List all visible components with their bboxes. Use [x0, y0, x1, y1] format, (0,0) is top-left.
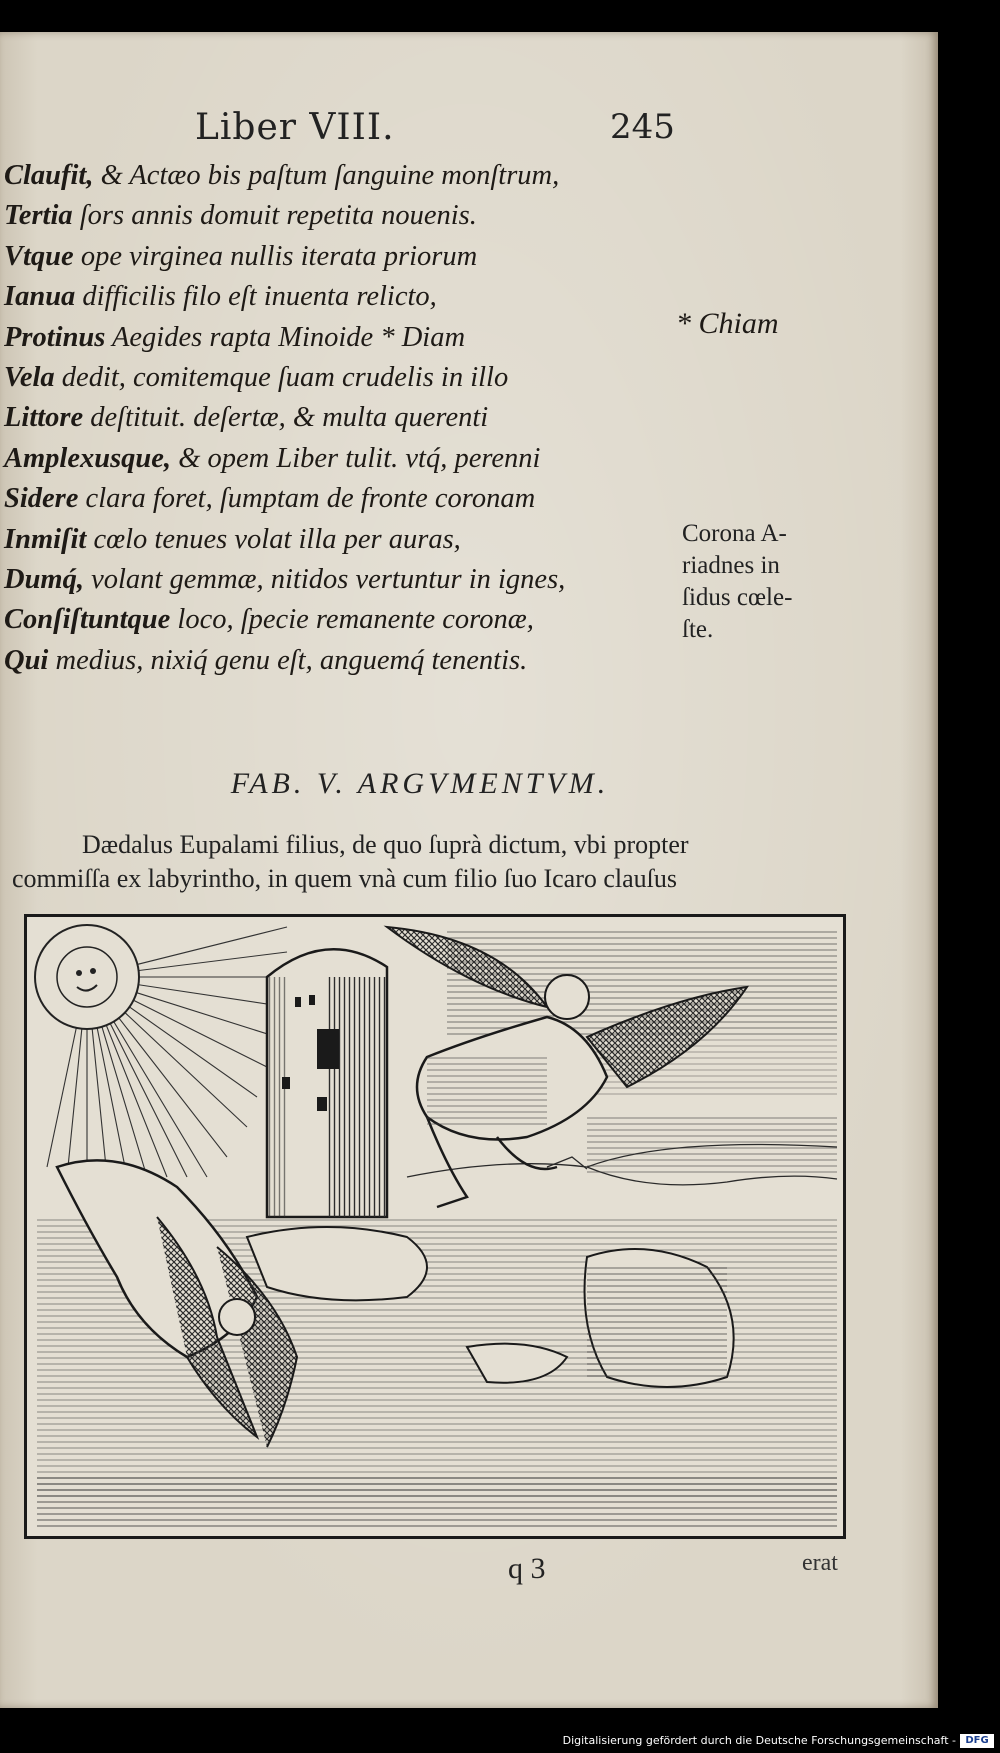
signature-mark: q 3	[508, 1552, 546, 1585]
verse-line: Sidere clara foret, ſumptam de fronte coronam	[4, 483, 536, 515]
marginal-note-line: riadnes in	[682, 552, 780, 579]
marginal-note-line: ſte.	[682, 616, 714, 643]
verse-line: Vtque ope virginea nullis iterata priorum	[4, 240, 478, 272]
marginal-note-line: Corona A-	[682, 520, 787, 547]
argument-paragraph	[12, 828, 842, 896]
verse-line: Conſiſtuntque loco, ſpecie remanente coronæ,	[4, 604, 534, 636]
marginal-note-line: ſidus cœle-	[682, 584, 793, 611]
woodcut-illustration	[24, 914, 846, 1539]
verse-line: Ianua difficilis filo eſt inuenta relicto,	[4, 281, 437, 313]
verse-line: Vela dedit, comitemque ſuam crudelis in illo	[4, 361, 509, 393]
book-page	[0, 32, 938, 1708]
verse-line: Claufit, & Actæo bis paſtum ſanguine monſtrum,	[4, 160, 560, 191]
digitization-footer	[0, 1730, 1000, 1753]
page-number: 245	[610, 107, 675, 147]
dfg-logo-icon: DFG	[960, 1734, 994, 1748]
verse-line: Protinus Aegides rapta Minoide * Diam	[4, 321, 466, 353]
digitization-credit: Digitalisierung gefördert durch die Deutsche Forschungsgemeinschaft -	[562, 1734, 956, 1747]
verse-line: Tertia ſors annis domuit repetita nouenis.	[4, 200, 477, 232]
verse-line: Amplexusque, & opem Liber tulit. vtq́, perenni	[4, 442, 541, 474]
catchword: erat	[802, 1550, 838, 1576]
prose-line: Dædalus Eupalami filius, de quo ſuprà dictum, vbi propter	[82, 830, 689, 859]
verse-line: Littore deſtituit. deſertæ, & multa querenti	[4, 402, 489, 434]
prose-line: commiſſa ex labyrintho, in quem vnà cum filio ſuo Icaro clauſus	[12, 864, 677, 893]
verse-line: Dumq́, volant gemmæ, nitidos vertuntur in ignes,	[4, 563, 566, 595]
section-heading: FAB. V. ARGVMENTVM.	[230, 767, 610, 800]
marginal-note-corona	[682, 518, 842, 646]
marginal-note-chiam: * Chiam	[676, 307, 779, 340]
running-head: Liber VIII.	[195, 107, 395, 148]
sun-icon	[35, 925, 139, 1029]
verse-block	[4, 156, 664, 681]
tower	[267, 949, 387, 1217]
verse-line: Inmiſit cœlo tenues volat illa per auras,	[4, 523, 461, 555]
verse-line: Qui medius, nixiq́ genu eſt, anguemq́ tenentis.	[4, 644, 528, 676]
